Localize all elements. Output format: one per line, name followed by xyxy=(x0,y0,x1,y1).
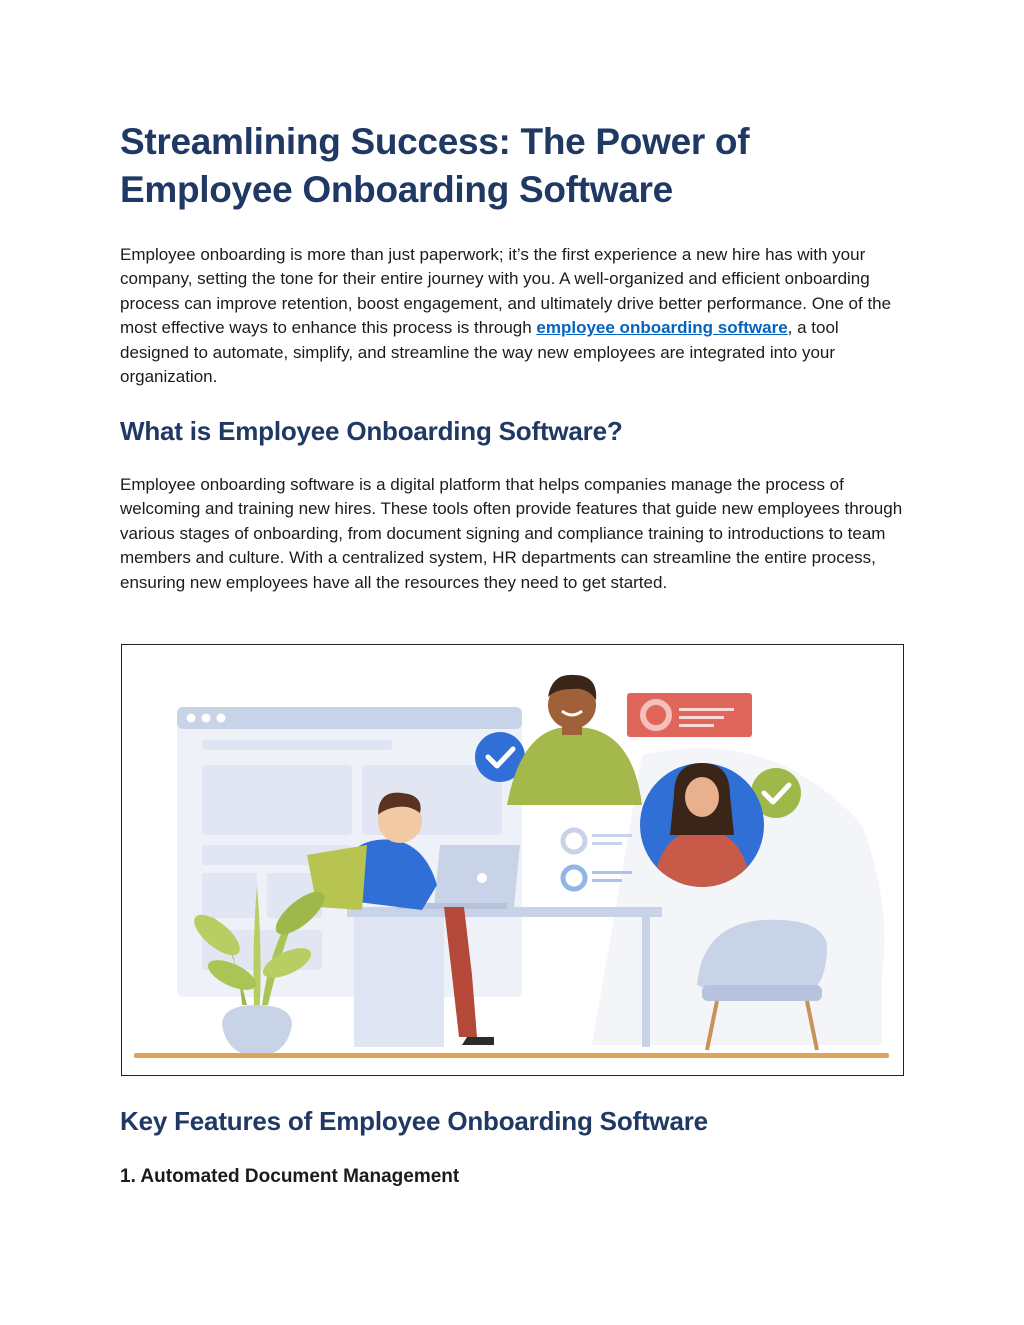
page-title: Streamlining Success: The Power of Employee Onboarding Software xyxy=(120,121,750,210)
employee-onboarding-software-link[interactable]: employee onboarding software xyxy=(536,318,788,338)
onboarding-illustration xyxy=(121,644,904,1076)
section-what-is-paragraph: Employee onboarding software is a digital platform that helps companies manage the process of welcoming and training new hires. These tools often provide features that guide new employees through various stages of onboarding, from document signing and compliance training to introductions to team members and culture. With a centralized system, HR departments can streamline the entire process, ensuring new employees have all the resources they need to get started. xyxy=(120,475,903,592)
avatar-man xyxy=(507,675,642,805)
intro-text-before-link: Employee onboarding is more than just paperwork; it’s the first experience a new hire has with your company, setting the tone for their entire journey with you. A well-organized and efficient onboarding process can improve retention, boost engagement, and ultimately drive better performance. One of the most effective ways to enhance this process is through xyxy=(120,245,892,338)
feature-subheading: 1. Automated Document Management xyxy=(120,1166,460,1187)
intro-text-after-link: , a tool designed to automate, simplify, and streamline the way new employees are integrated into your organization. xyxy=(120,318,839,387)
data-rows-icon xyxy=(563,830,632,889)
intro-paragraph xyxy=(120,243,906,389)
floor-line xyxy=(134,1053,889,1058)
section-heading-key-features: Key Features of Employee Onboarding Software xyxy=(120,1106,708,1136)
section-heading-what-is: What is Employee Onboarding Software? xyxy=(120,416,623,446)
chart-card-icon xyxy=(627,693,752,737)
illustration-svg xyxy=(122,645,902,1074)
